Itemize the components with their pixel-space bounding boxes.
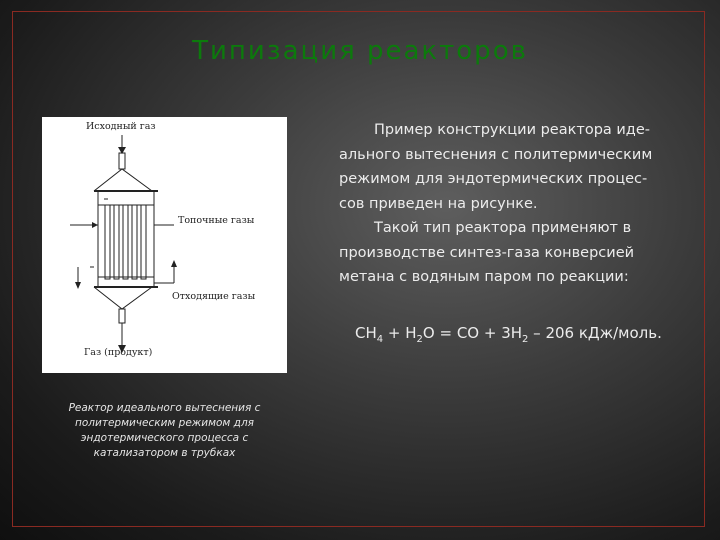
reactor-schematic [42, 117, 287, 373]
text-line: Пример конструкции реактора иде- [374, 122, 650, 138]
flow-arrows [75, 147, 177, 353]
caption-line: политермическим режимом для [75, 417, 254, 429]
slide-title: Типизация реакторов [192, 36, 528, 66]
catalyst-tube [141, 205, 146, 279]
body-text [339, 118, 691, 290]
label-fuel-gas: Топочные газы [178, 215, 255, 226]
arrow-up-exhaust [171, 260, 177, 267]
arrow-down-exhaust [75, 282, 81, 289]
text-line: Такой тип реактора применяют в [374, 220, 632, 236]
caption-line: эндотермического процесса с [80, 432, 249, 444]
label-inlet-gas: Исходный газ [86, 121, 156, 132]
catalyst-tube [105, 205, 110, 279]
text-line: производстве синтез-газа конверсией [339, 244, 635, 261]
caption-line: Реактор идеального вытеснения с [68, 402, 261, 414]
label-product-gas: Газ (продукт) [84, 347, 153, 358]
text-line: метана с водяным паром по реакции: [339, 269, 629, 285]
caption-line: катализатором в трубках [93, 447, 236, 459]
bottom-cone [94, 287, 152, 309]
text-line: сов приведен на рисунке. [339, 195, 538, 212]
arrow-right-fuel [92, 222, 98, 228]
catalyst-tube [132, 205, 137, 279]
paragraph-2 [339, 216, 691, 290]
text-line: ального вытеснения с политермическим [339, 146, 653, 163]
paragraph-1 [339, 118, 691, 216]
top-cone [94, 169, 152, 191]
catalyst-tube [123, 205, 128, 279]
inlet-nozzle [119, 153, 125, 169]
outlet-nozzle [119, 309, 125, 323]
text-line: режимом для эндотермических процес- [339, 171, 648, 187]
reactor-diagram [42, 117, 287, 373]
label-exhaust-gas: Отходящие газы [172, 291, 256, 302]
reaction-equation: $CH_4 + H_2O$ = CO + $3H_2 - 206$ кДж/моль. [355, 324, 662, 345]
figure-caption [42, 401, 287, 461]
catalyst-tube [114, 205, 119, 279]
